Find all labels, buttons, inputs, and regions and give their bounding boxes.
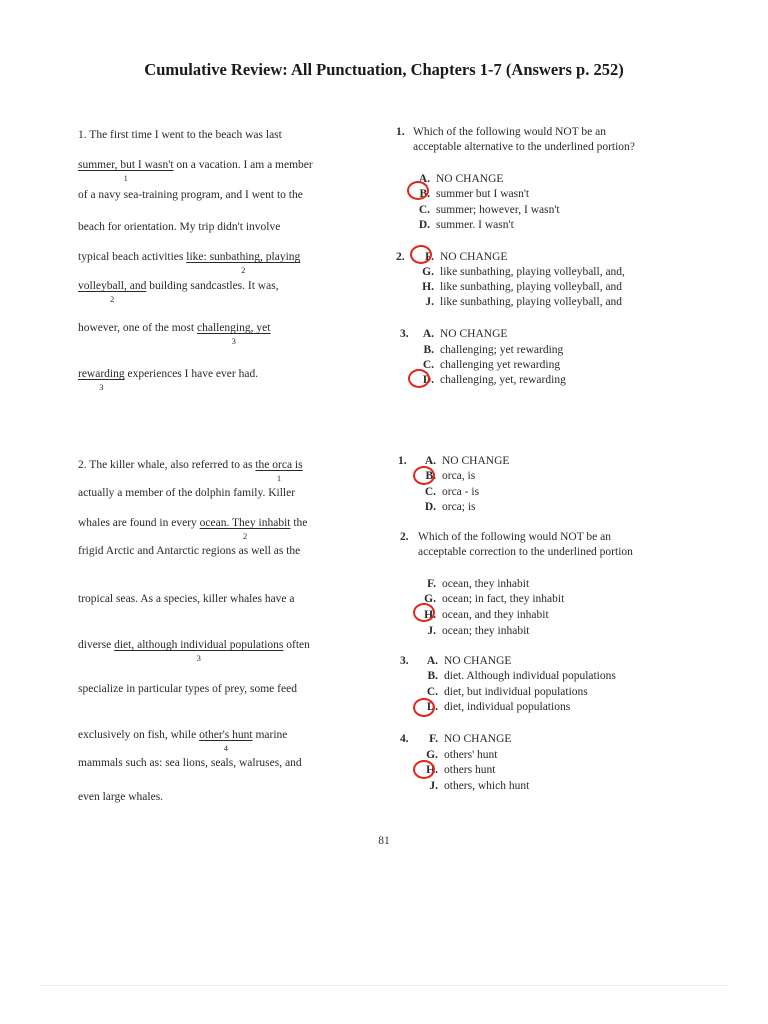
passage-line: summer, but I wasn't 1 on a vacation. I am a member — [78, 159, 313, 183]
passage-line: beach for orientation. My trip didn't involve — [78, 221, 281, 233]
question-stem: acceptable correction to the underlined portion — [418, 546, 633, 558]
passage-line: whales are found in every ocean. They inhabit 2 the — [78, 517, 308, 541]
underline-number: 3 — [196, 653, 201, 663]
answer-option[interactable]: F. NO CHANGE — [425, 251, 508, 263]
answer-option[interactable]: F. NO CHANGE — [429, 733, 512, 745]
underlined-portion-1: the orca is 1 — [255, 459, 303, 483]
answer-circle-mark — [408, 369, 430, 388]
answer-option[interactable]: B. orca, is — [425, 470, 476, 482]
question-number: 2. — [400, 531, 409, 543]
passage-line: however, one of the most challenging, yet 3 — [78, 322, 271, 346]
passage-line: exclusively on fish, while other's hunt 4 marine — [78, 729, 288, 753]
answer-option[interactable]: A. NO CHANGE — [426, 655, 512, 667]
underline-number: 2 — [110, 294, 115, 304]
question-stem: Which of the following would NOT be an — [413, 126, 607, 138]
question-stem: Which of the following would NOT be an — [418, 531, 612, 543]
question-number: 1. — [398, 455, 407, 467]
answer-option[interactable]: B. diet. Although individual populations — [427, 670, 616, 682]
page-title: Cumulative Review: All Punctuation, Chapters 1-7 (Answers p. 252) — [144, 60, 624, 79]
answer-circle-mark — [413, 698, 435, 717]
answer-circle-mark — [413, 760, 435, 779]
question-number: 2. — [396, 251, 405, 263]
answer-option[interactable]: J. others, which hunt — [429, 780, 530, 792]
passage-line: actually a member of the dolphin family. Killer — [78, 487, 296, 499]
answer-option[interactable]: D. challenging, yet, rewarding — [422, 374, 566, 386]
passage-line: 2. The killer whale, also referred to as the orca is 1 — [78, 459, 303, 483]
underlined-portion-3: rewarding 3 — [78, 368, 125, 392]
underline-number: 4 — [223, 743, 228, 753]
underline-number: 1 — [276, 473, 282, 483]
passage-line: 1. The first time I went to the beach was last — [78, 129, 282, 141]
underlined-portion-2: ocean. They inhabit 2 — [199, 517, 291, 541]
underlined-portion-2: like: sunbathing, playing 2 — [186, 251, 301, 275]
answer-option[interactable]: H. ocean, and they inhabit — [424, 609, 549, 621]
answer-option[interactable]: D. orca; is — [424, 501, 476, 513]
answer-option[interactable]: B. challenging; yet rewarding — [423, 344, 564, 356]
page-number: 81 — [378, 835, 390, 847]
underline-number: 2 — [241, 265, 246, 275]
answer-option[interactable]: C. diet, but individual populations — [426, 686, 588, 698]
answer-circle-mark — [413, 466, 435, 485]
underline-number: 1 — [123, 173, 128, 183]
answer-option[interactable]: B. summer but I wasn't — [419, 188, 530, 200]
answer-option[interactable]: C. orca - is — [424, 486, 480, 498]
passage-line: even large whales. — [78, 791, 164, 803]
underline-number: 2 — [242, 531, 248, 541]
passage-line: of a navy sea-training program, and I went to the — [78, 189, 303, 201]
underlined-portion-3: challenging, yet 3 — [196, 322, 271, 346]
answer-option[interactable]: D. diet, individual populations — [426, 701, 571, 713]
answer-option[interactable]: A. NO CHANGE — [424, 455, 510, 467]
answer-option[interactable]: G. like sunbathing, playing volleyball, and, — [422, 266, 625, 278]
passage-line: specialize in particular types of prey, some feed — [78, 683, 297, 695]
underline-number: 3 — [231, 336, 236, 346]
underlined-portion-3: diet, although individual populations 3 — [114, 639, 284, 663]
answer-option[interactable]: H. others hunt — [426, 764, 496, 776]
passage-line: volleyball, and 2 building sandcastles. It was, — [78, 280, 279, 304]
passage-line: diverse diet, although individual populations 3 often — [78, 639, 310, 663]
answer-option[interactable]: C. challenging yet rewarding — [422, 359, 561, 371]
passage-line: typical beach activities like: sunbathing, playing 2 — [78, 251, 301, 275]
underlined-portion-1: summer, but I wasn't 1 — [78, 159, 174, 183]
scan-artifact-line — [40, 985, 728, 986]
answer-option[interactable]: G. others' hunt — [426, 749, 498, 761]
passage-line: frigid Arctic and Antarctic regions as well as the — [78, 545, 301, 557]
answer-option[interactable]: A. NO CHANGE — [418, 173, 504, 185]
question-number: 4. — [400, 733, 409, 745]
question-stem: acceptable alternative to the underlined portion? — [413, 141, 635, 153]
answer-option[interactable]: G. ocean; in fact, they inhabit — [424, 593, 565, 605]
question-number: 1. — [396, 126, 405, 138]
passage-line: rewarding 3 experiences I have ever had. — [78, 368, 259, 392]
passage-line: tropical seas. As a species, killer whales have a — [78, 593, 295, 605]
answer-option[interactable]: J. ocean; they inhabit — [427, 625, 530, 637]
answer-circle-mark — [410, 245, 432, 264]
answer-option[interactable]: D. summer. I wasn't — [418, 219, 514, 231]
underlined-portion-4: other's hunt 4 — [199, 729, 253, 753]
question-number: 3. — [400, 655, 409, 667]
answer-circle-mark — [413, 603, 435, 622]
passage-line: mammals such as: sea lions, seals, walruses, and — [78, 757, 302, 769]
answer-option[interactable]: A. NO CHANGE — [422, 328, 508, 340]
underline-number: 3 — [99, 382, 104, 392]
answer-option[interactable]: J. like sunbathing, playing volleyball, and — [425, 296, 623, 308]
underlined-portion-2: volleyball, and 2 — [78, 280, 147, 304]
answer-option[interactable]: H. like sunbathing, playing volleyball, and — [422, 281, 623, 293]
answer-option[interactable]: C. summer; however, I wasn't — [418, 204, 560, 216]
answer-circle-mark — [407, 181, 429, 200]
answer-option[interactable]: F. ocean, they inhabit — [427, 578, 530, 590]
question-number: 3. — [400, 328, 409, 340]
